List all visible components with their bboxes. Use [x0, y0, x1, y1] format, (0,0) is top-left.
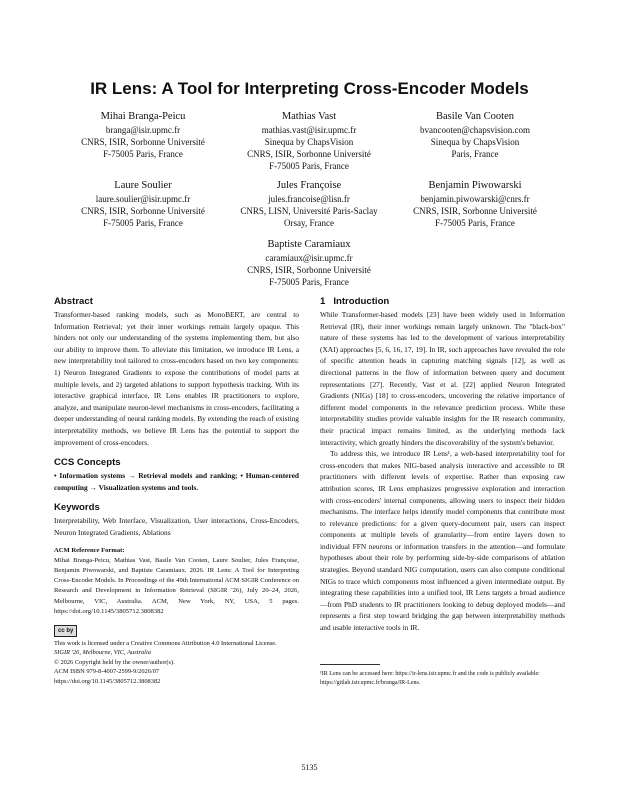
abstract-text: Transformer-based ranking models, such as MonoBERT, are central to Information Retrieval; yet their inner workings remain largely opaque. This hinders not only our understanding of the systems implementing them, but also our ability to improve them. To alleviate this limitation, we introduce IR Lens, a new interpretability tool tailored to cross-encoders based on two key components: 1) Neuron Integrated Gradients to expose the contributions of model parts at multiple levels, and 2) targeted ablations to support hypothesis tracking. With its interactive graphical interface, IR Lens enables IR practitioners to explore, analyze, and manipulate neuron-level mechanisms in cross-encoders, facilitating a deeper understanding of neural ranking models. By extending the reach of existing interpretability methods, we believe IR Lens has the potential to support the improvement of cross-encoders.	[54, 310, 299, 447]
author-affiliation: Sinequa by ChapsVision	[430, 137, 520, 147]
footnote-rule	[320, 664, 380, 665]
introduction-paragraph: While Transformer-based models [23] have been widely used in Information Retrieval (IR), their inner workings remain largely unknown. The "black-box" nature of these systems has led to the development of various interpretability (XAI) approaches [5, 6, 16, 17, 19]. In IR, such approaches have revealed the role of specific attention heads in capturing matching signals [12], as well as directional patterns in the flow of information between query and document representations [27]. Recently, Vast et al. [22] applied Neuron Integrated Gradients (NIGs) [18] to cross-encoders, uncovering the relative importance of different model components in the relevance prediction process. While these interpretability studies provide valuable insights for the IR research community, their practical impact remains limited, as the underlying methods lack interactivity, which greatly hinders the discoverability of the system's behavior.	[320, 310, 565, 447]
author-name: Mathias Vast	[281, 111, 337, 122]
author-name: Mihai Branga-Peicu	[100, 111, 186, 122]
author-name: Basile Van Cooten	[436, 111, 514, 122]
author-affiliation: CNRS, ISIR, Sorbonne Université	[413, 206, 537, 216]
left-column	[54, 295, 299, 686]
ccs-heading: CCS Concepts	[54, 457, 121, 469]
author-name: Laure Soulier	[114, 180, 172, 191]
isbn-line: ACM ISBN 979-8-4007-2599-9/2026/07	[54, 668, 160, 676]
license-block	[54, 625, 299, 686]
acm-reference-heading: ACM Reference Format:	[54, 546, 125, 554]
author-email: branga@isir.upmc.fr	[105, 125, 181, 135]
author-email: jules.francoise@lisn.fr	[268, 194, 350, 204]
license-text: This work is licensed under a Creative Commons Attribution 4.0 International License.	[54, 639, 277, 647]
author-name: Jules Françoise	[276, 180, 342, 191]
author-affiliation: F-75005 Paris, France	[103, 149, 183, 159]
author-affiliation: Orsay, France	[284, 218, 334, 228]
page-number: 5135	[301, 763, 318, 772]
author-email: caramiaux@isir.upmc.fr	[265, 253, 353, 263]
footnote: ¹IR Lens can be accessed here: https://ir-lens.isir.upmc.fr and the code is publicly available: https://gitlab.isir.upmc.fr/branga/IR-Lens.	[320, 671, 540, 686]
cc-by-logo: cc by	[54, 625, 77, 637]
author-name: Baptiste Caramiaux	[267, 239, 351, 250]
author-affiliation: F-75005 Paris, France	[435, 218, 515, 228]
introduction-heading: 1 Introduction	[320, 296, 390, 307]
ccs-text: • Information systems → Retrieval models and ranking; • Human-centered computing → Visualization systems and tools.	[54, 471, 299, 492]
introduction-paragraph: To address this, we introduce IR Lens¹, a web-based interpretability tool for cross-encoders that makes NIG-based analysis interactive and accessible to IR practitioners with different levels of expertise. Rather than exposing raw attribution scores, IR Lens emphasizes progressive exploration and interaction with cross-encoders' internal components, allowing users to inspect their hidden mechanisms. The interface helps identify model components that contribute most to relevance predictions: for a given query-document pair, users can inspect components at multiple levels of granularity—from entire layers down to individual FFN neurons or information transfers in the attention—and formulate hypotheses about their role by performing side-by-side comparisons of ablation strategies. Beyond standard NIG computation, users can also compute conditional NIGs to trace which components most influenced a given intermediate output. By integrating these capabilities into a unified tool, IR Lens targets a broad audience—from PhD students to IR practitioners looking to debug deployed models—and represents a first step toward bridging the gap between interpretability methods and usable interactive tools in IR.	[320, 449, 565, 633]
paper-title: IR Lens: A Tool for Interpreting Cross-Encoder Models	[90, 79, 529, 98]
author-name: Benjamin Piwowarski	[428, 180, 522, 191]
author-email: bvancooten@chapsvision.com	[419, 125, 530, 135]
author-email: benjamin.piwowarski@cnrs.fr	[420, 194, 530, 204]
right-column	[320, 295, 565, 634]
acm-reference	[54, 546, 299, 617]
author-affiliation: CNRS, ISIR, Sorbonne Université	[247, 265, 371, 275]
conference-line: SIGIR '26, Melbourne, VIC, Australia	[54, 649, 151, 657]
doi-link[interactable]: https://doi.org/10.1145/3805712.3808382	[54, 677, 161, 685]
author-block	[375, 179, 575, 229]
author-affiliation: F-75005 Paris, France	[103, 218, 183, 228]
author-affiliation: Paris, France	[451, 149, 499, 159]
author-affiliation: F-75005 Paris, France	[269, 161, 349, 171]
author-affiliation: CNRS, ISIR, Sorbonne Université	[247, 149, 371, 159]
keywords-heading: Keywords	[54, 502, 100, 514]
author-email: laure.soulier@isir.upmc.fr	[95, 194, 191, 204]
author-block	[209, 238, 409, 288]
acm-reference-text: Mihai Branga-Peicu, Mathias Vast, Basile Van Cooten, Laure Soulier, Jules Françoise, Benjamin Piwowarski, and Baptiste Caramiaux. 2026. IR Lens: A Tool for Interpreting Cross-Encoder Models. In Proceedings of the 49th International ACM SIGIR Conference on Research and Development in Information Retrieval (SIGIR '26), July 20–24, 2026, Melbourne, VIC, Australia. ACM, New York, NY, USA, 5 pages. https://doi.org/10.1145/3805712.3808382	[54, 556, 299, 615]
author-affiliation: CNRS, LISN, Université Paris-Saclay	[240, 206, 378, 216]
keywords-text: Interpretability, Web Interface, Visualization, User interactions, Cross-Encoders, Neuron Integrated Gradients, Ablations	[54, 516, 299, 537]
author-email: mathias.vast@isir.upmc.fr	[261, 125, 357, 135]
author-affiliation: F-75005 Paris, France	[269, 277, 349, 287]
author-affiliation: CNRS, ISIR, Sorbonne Université	[81, 137, 205, 147]
copyright-line: © 2026 Copyright held by the owner/author(s).	[54, 658, 175, 666]
author-affiliation: CNRS, ISIR, Sorbonne Université	[81, 206, 205, 216]
author-block	[375, 110, 575, 160]
abstract-heading: Abstract	[54, 296, 93, 307]
author-affiliation: Sinequa by ChapsVision	[264, 137, 354, 147]
